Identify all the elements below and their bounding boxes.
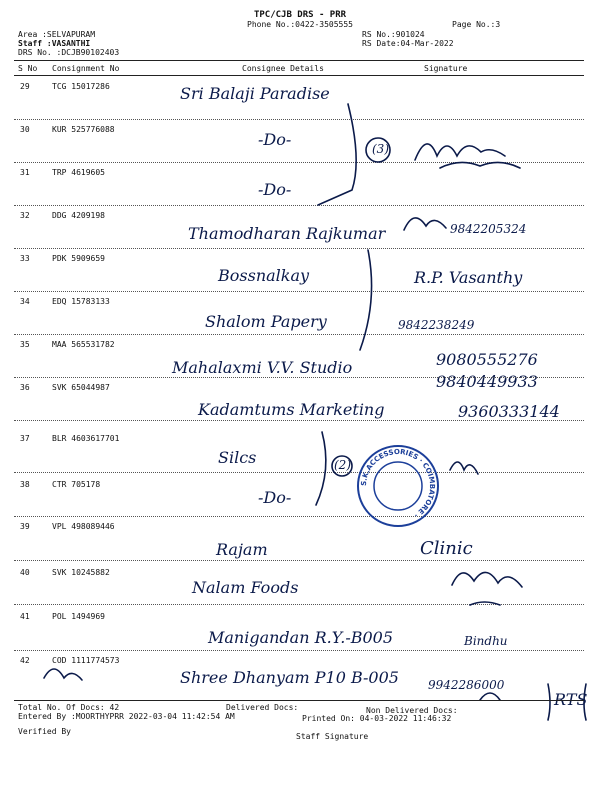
row-consignment: POL 1494969 <box>52 612 105 621</box>
footer-rule <box>14 700 584 701</box>
col-s-no: S No <box>18 64 38 73</box>
staff-signature: Staff Signature <box>296 732 369 741</box>
row-consignment: TRP 4619605 <box>52 168 105 177</box>
row-s-no: 35 <box>20 340 30 349</box>
row-signature-handwritten: R.P. Vasanthy <box>414 268 523 287</box>
row-s-no: 31 <box>20 168 30 177</box>
stamp-text: S.K.ACCESSORIES · COIMBATORE · <box>359 447 437 520</box>
delivered-docs: Delivered Docs: <box>226 703 299 712</box>
row-consignment: EDQ 15783133 <box>52 297 110 306</box>
company-stamp <box>356 444 440 528</box>
row-s-no: 38 <box>20 480 30 489</box>
row-signature-handwritten: 9842238249 <box>398 318 475 332</box>
row-consignment: SVK 10245882 <box>52 568 110 577</box>
rs-date: RS Date:04-Mar-2022 <box>362 39 454 48</box>
row-signature-handwritten: (2) <box>334 458 351 472</box>
row-consignment: SVK 65044987 <box>52 383 110 392</box>
row-consignee-handwritten: Shree Dhanyam P10 B-005 <box>180 668 399 687</box>
row-s-no: 32 <box>20 211 30 220</box>
row-consignee-handwritten: -Do- <box>258 180 292 199</box>
row-signature-handwritten: 9842205324 <box>450 222 527 236</box>
row-consignee-handwritten: Bossnalkay <box>218 266 310 285</box>
row-consignment: CTR 705178 <box>52 480 101 489</box>
row-consignee-handwritten: Thamodharan Rajkumar <box>188 224 386 243</box>
row-signature-handwritten: 9942286000 <box>428 678 505 692</box>
rs-number: RS No.:901024 <box>362 30 425 39</box>
row-s-no: 33 <box>20 254 30 263</box>
row-consignee-handwritten: Mahalaxmi V.V. Studio <box>172 358 353 377</box>
row-consignee-handwritten: Silcs <box>218 448 257 467</box>
col-signature: Signature <box>424 64 468 73</box>
col-consignment: Consignment No <box>52 64 120 73</box>
row-consignment: PDK 5909659 <box>52 254 105 263</box>
non-delivered-docs: Non Delivered Docs: <box>366 706 458 715</box>
row-signature-handwritten: 9360333144 <box>458 402 560 421</box>
entered-by: Entered By :MOORTHYPRR 2022-03-04 11:42:54 AM <box>18 712 235 721</box>
row-s-no: 39 <box>20 522 30 531</box>
phone-number: Phone No.:0422-3505555 <box>247 20 353 29</box>
row-consignment: TCG 15017286 <box>52 82 110 91</box>
drs-number: DRS No. :DCJB90102403 <box>18 48 120 57</box>
row-consignment: DDG 4209198 <box>52 211 105 220</box>
total-docs: Total No. Of Docs: 42 <box>18 703 120 712</box>
area: Area :SELVAPURAM <box>18 30 96 39</box>
row-consignee-handwritten: -Do- <box>258 130 292 149</box>
row-s-no: 37 <box>20 434 30 443</box>
row-consignment: COD 1111774573 <box>52 656 120 665</box>
row-consignee-handwritten: -Do- <box>258 488 292 507</box>
row-consignee-handwritten: Rajam <box>216 540 268 559</box>
rts-mark: RTS <box>554 690 588 709</box>
row-s-no: 41 <box>20 612 30 621</box>
row-consignee-handwritten: Manigandan R.Y.-B005 <box>208 628 394 647</box>
svg-text:S.K.ACCESSORIES · COIMBATORE · <box>360 448 436 519</box>
row-signature-handwritten-2: 9840449933 <box>436 372 538 391</box>
row-s-no: 40 <box>20 568 30 577</box>
row-consignment: KUR 525776088 <box>52 125 115 134</box>
doc-title: TPC/CJB DRS - PRR <box>253 10 347 20</box>
col-consignee: Consignee Details <box>242 64 324 73</box>
row-s-no: 36 <box>20 383 30 392</box>
row-consignment: BLR 4603617701 <box>52 434 120 443</box>
row-consignee-handwritten: Nalam Foods <box>192 578 299 597</box>
row-signature-handwritten: (3) <box>372 142 389 156</box>
printed-on: Printed On: 04-03-2022 11:46:32 <box>302 714 452 723</box>
row-consignment: MAA 565531782 <box>52 340 115 349</box>
row-consignee-handwritten: Kadamtums Marketing <box>198 400 385 419</box>
row-consignee-handwritten: Sri Balaji Paradise <box>180 84 330 103</box>
row-s-no: 42 <box>20 656 30 665</box>
page-number: Page No.:3 <box>452 20 501 29</box>
row-signature-handwritten: 9080555276 <box>436 350 538 369</box>
row-s-no: 29 <box>20 82 30 91</box>
row-s-no: 30 <box>20 125 30 134</box>
staff: Staff :VASANTHI <box>18 39 91 48</box>
row-consignee-handwritten: Shalom Papery <box>205 312 327 331</box>
verified-by: Verified By <box>18 727 71 736</box>
row-s-no: 34 <box>20 297 30 306</box>
row-signature-handwritten: Clinic <box>420 538 473 559</box>
row-signature-handwritten: Bindhu <box>464 634 508 648</box>
row-consignment: VPL 498089446 <box>52 522 115 531</box>
